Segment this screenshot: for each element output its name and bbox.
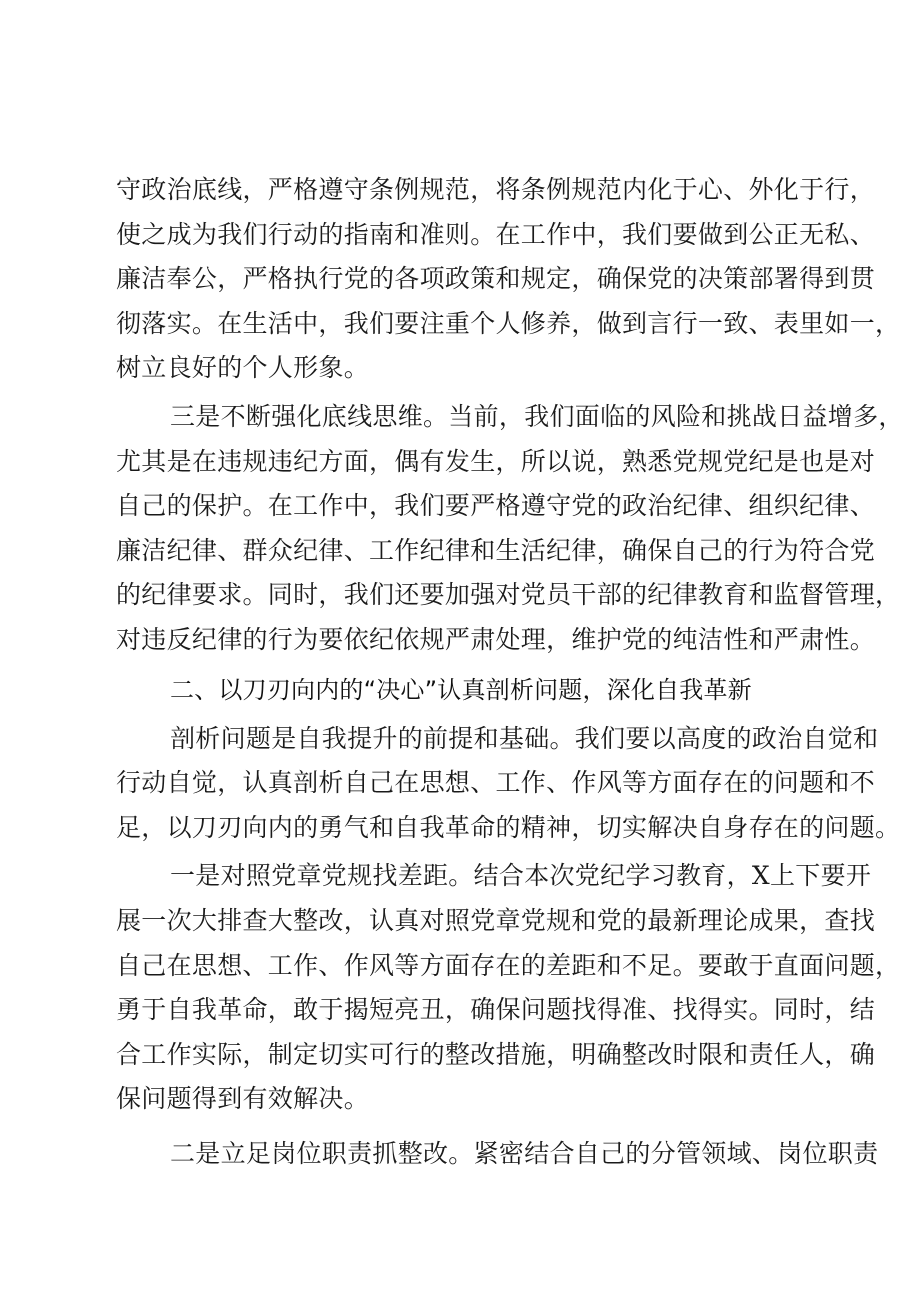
paragraph-continuation — [116, 168, 901, 391]
paragraph-find-gaps — [116, 854, 901, 1122]
text-line: 行动自觉，认真剖析自己在思想、工作、作风等方面存在的问题和不 — [116, 768, 876, 798]
text-line: 彻落实。在生活中，我们要注重个人修养，做到言行一致、表里如一， — [116, 308, 901, 338]
section-heading: 二、以刀刃向内的“决心”认真剖析问题，深化自我革新 — [170, 675, 752, 704]
text-line: 的纪律要求。同时，我们还要加强对党员干部的纪律教育和监督管理， — [116, 580, 901, 610]
text-line: 足，以刀刃向内的勇气和自我革命的精神，切实解决自身存在的问题。 — [116, 812, 901, 842]
paragraph-bottom-line-thinking — [116, 395, 904, 663]
text-line: 保问题得到有效解决。 — [116, 1084, 370, 1114]
text-line: 三是不断强化底线思维。当前，我们面临的风险和挑战日益增多， — [170, 401, 904, 431]
text-line: 一是对照党章党规找差距。结合本次党纪学习教育，X上下要开 — [170, 861, 872, 891]
text-line: 剖析问题是自我提升的前提和基础。我们要以高度的政治自觉和 — [170, 723, 879, 753]
text-line: 二是立足岗位职责抓整改。紧密结合自己的分管领域、岗位职责 — [170, 1138, 879, 1168]
text-line: 合工作实际，制定切实可行的整改措施，明确整改时限和责任人，确 — [116, 1039, 876, 1069]
text-line: 勇于自我革命，敢于揭短亮丑，确保问题找得准、找得实。同时，结 — [116, 995, 876, 1025]
text-line: 守政治底线，严格遵守条例规范，将条例规范内化于心、外化于行， — [116, 175, 876, 204]
paragraph-problem-analysis — [116, 717, 901, 851]
paragraph-job-rectification — [116, 1132, 879, 1177]
document-body — [116, 168, 904, 1176]
text-line: 树立良好的个人形象。 — [116, 353, 370, 383]
text-line: 廉洁纪律、群众纪律、工作纪律和生活纪律，确保自己的行为符合党 — [116, 535, 876, 565]
text-line: 廉洁奉公，严格执行党的各项政策和规定，确保党的决策部署得到贯 — [116, 264, 876, 294]
text-line: 展一次大排查大整改，认真对照党章党规和党的最新理论成果，查找 — [116, 905, 876, 935]
text-line: 自己在思想、工作、作风等方面存在的差距和不足。要敢于直面问题， — [116, 950, 901, 980]
text-line: 使之成为我们行动的指南和准则。在工作中，我们要做到公正无私、 — [116, 219, 876, 249]
text-line: 自己的保护。在工作中，我们要严格遵守党的政治纪律、组织纪律、 — [116, 491, 876, 521]
text-line: 对违反纪律的行为要依纪依规严肃处理，维护党的纯洁性和严肃性。 — [116, 624, 876, 654]
text-line: 尤其是在违规违纪方面，偶有发生，所以说，熟悉党规党纪是也是对 — [116, 446, 876, 476]
